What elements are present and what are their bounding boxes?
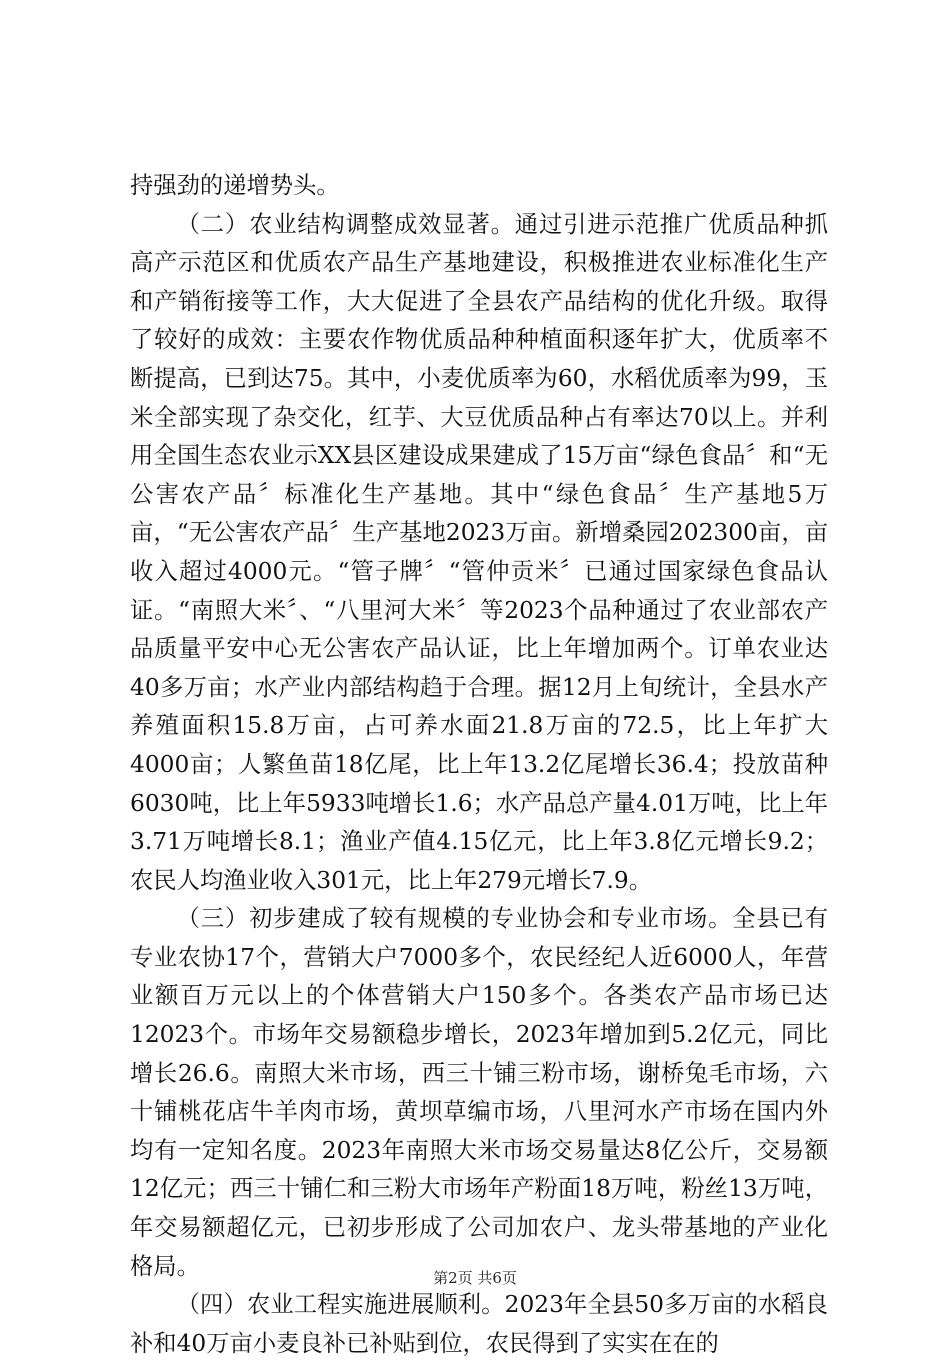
paragraph-section-2: （二）农业结构调整成效显著。通过引进示范推广优质品种抓高产示范区和优质农产品生产基地建设，积极推进农业标准化生产和产销衔接等工作，大大促进了全县农产品结构的优化升级。取得了较好的成效：主要农作物优质品种种植面积逐年扩大，优质率不断提高，已到达75。其中，小麦优质率为60，水稻优质率为99，玉米全部实现了杂交化，红芋、大豆优质品种占有率达70以上。并利用全国生态农业示XX县区建设成果建成了15万亩“绿色食品〞和“无公害农产品〞标准化生产基地。其中“绿色食品〞生产基地5万亩，“无公害农产品〞生产基地2023万亩。新增桑园202300亩，亩收入超过4000元。“管子牌〞“管仲贡米〞已通过国家绿色食品认证。“南照大米〞、“八里河大米〞等2023个品种通过了农业部农产品质量平安中心无公害农产品认证，比上年增加两个。订单农业达40多万亩；水产业内部结构趋于合理。据12月上旬统计，全县水产养殖面积15.8万亩，占可养水面21.8万亩的72.5，比上年扩大4000亩；人繁鱼苗18亿尾，比上年13.2亿尾增长36.4；投放苗种6030吨，比上年5933吨增长1.6；水产品总产量4.01万吨，比上年3.71万吨增长8.1；渔业产值4.15亿元，比上年3.8亿元增长9.2；农民人均渔业收入301元，比上年279元增长7.9。 <box>130 210 828 894</box>
page-number-footer: 第2页 共6页 <box>433 1269 517 1287</box>
paragraph-continuation: 持强劲的递增势头。 <box>130 172 340 199</box>
paragraph-section-4: （四）农业工程实施进展顺利。2023年全县50多万亩的水稻良补和40万亩小麦良补已补贴到位，农民得到了实实在在的 <box>130 1291 828 1357</box>
document-body <box>130 167 828 1363</box>
paragraph-section-3: （三）初步建成了较有规模的专业协会和专业市场。全县已有专业农协17个，营销大户7000多个，农民经纪人近6000人，年营业额百万元以上的个体营销大户150多个。各类农产品市场已达12023个。市场年交易额稳步增长，2023年增加到5.2亿元，同比增长26.6。南照大米市场，西三十铺三粉市场，谢桥兔毛市场，六十铺桃花店牛羊肉市场，黄坝草编市场，八里河水产市场在国内外均有一定知名度。2023年南照大米市场交易量达8亿公斤，交易额12亿元；西三十铺仁和三粉大市场年产粉面18万吨，粉丝13万吨，年交易额超亿元，已初步形成了公司加农户、龙头带基地的产业化格局。 <box>130 905 828 1280</box>
